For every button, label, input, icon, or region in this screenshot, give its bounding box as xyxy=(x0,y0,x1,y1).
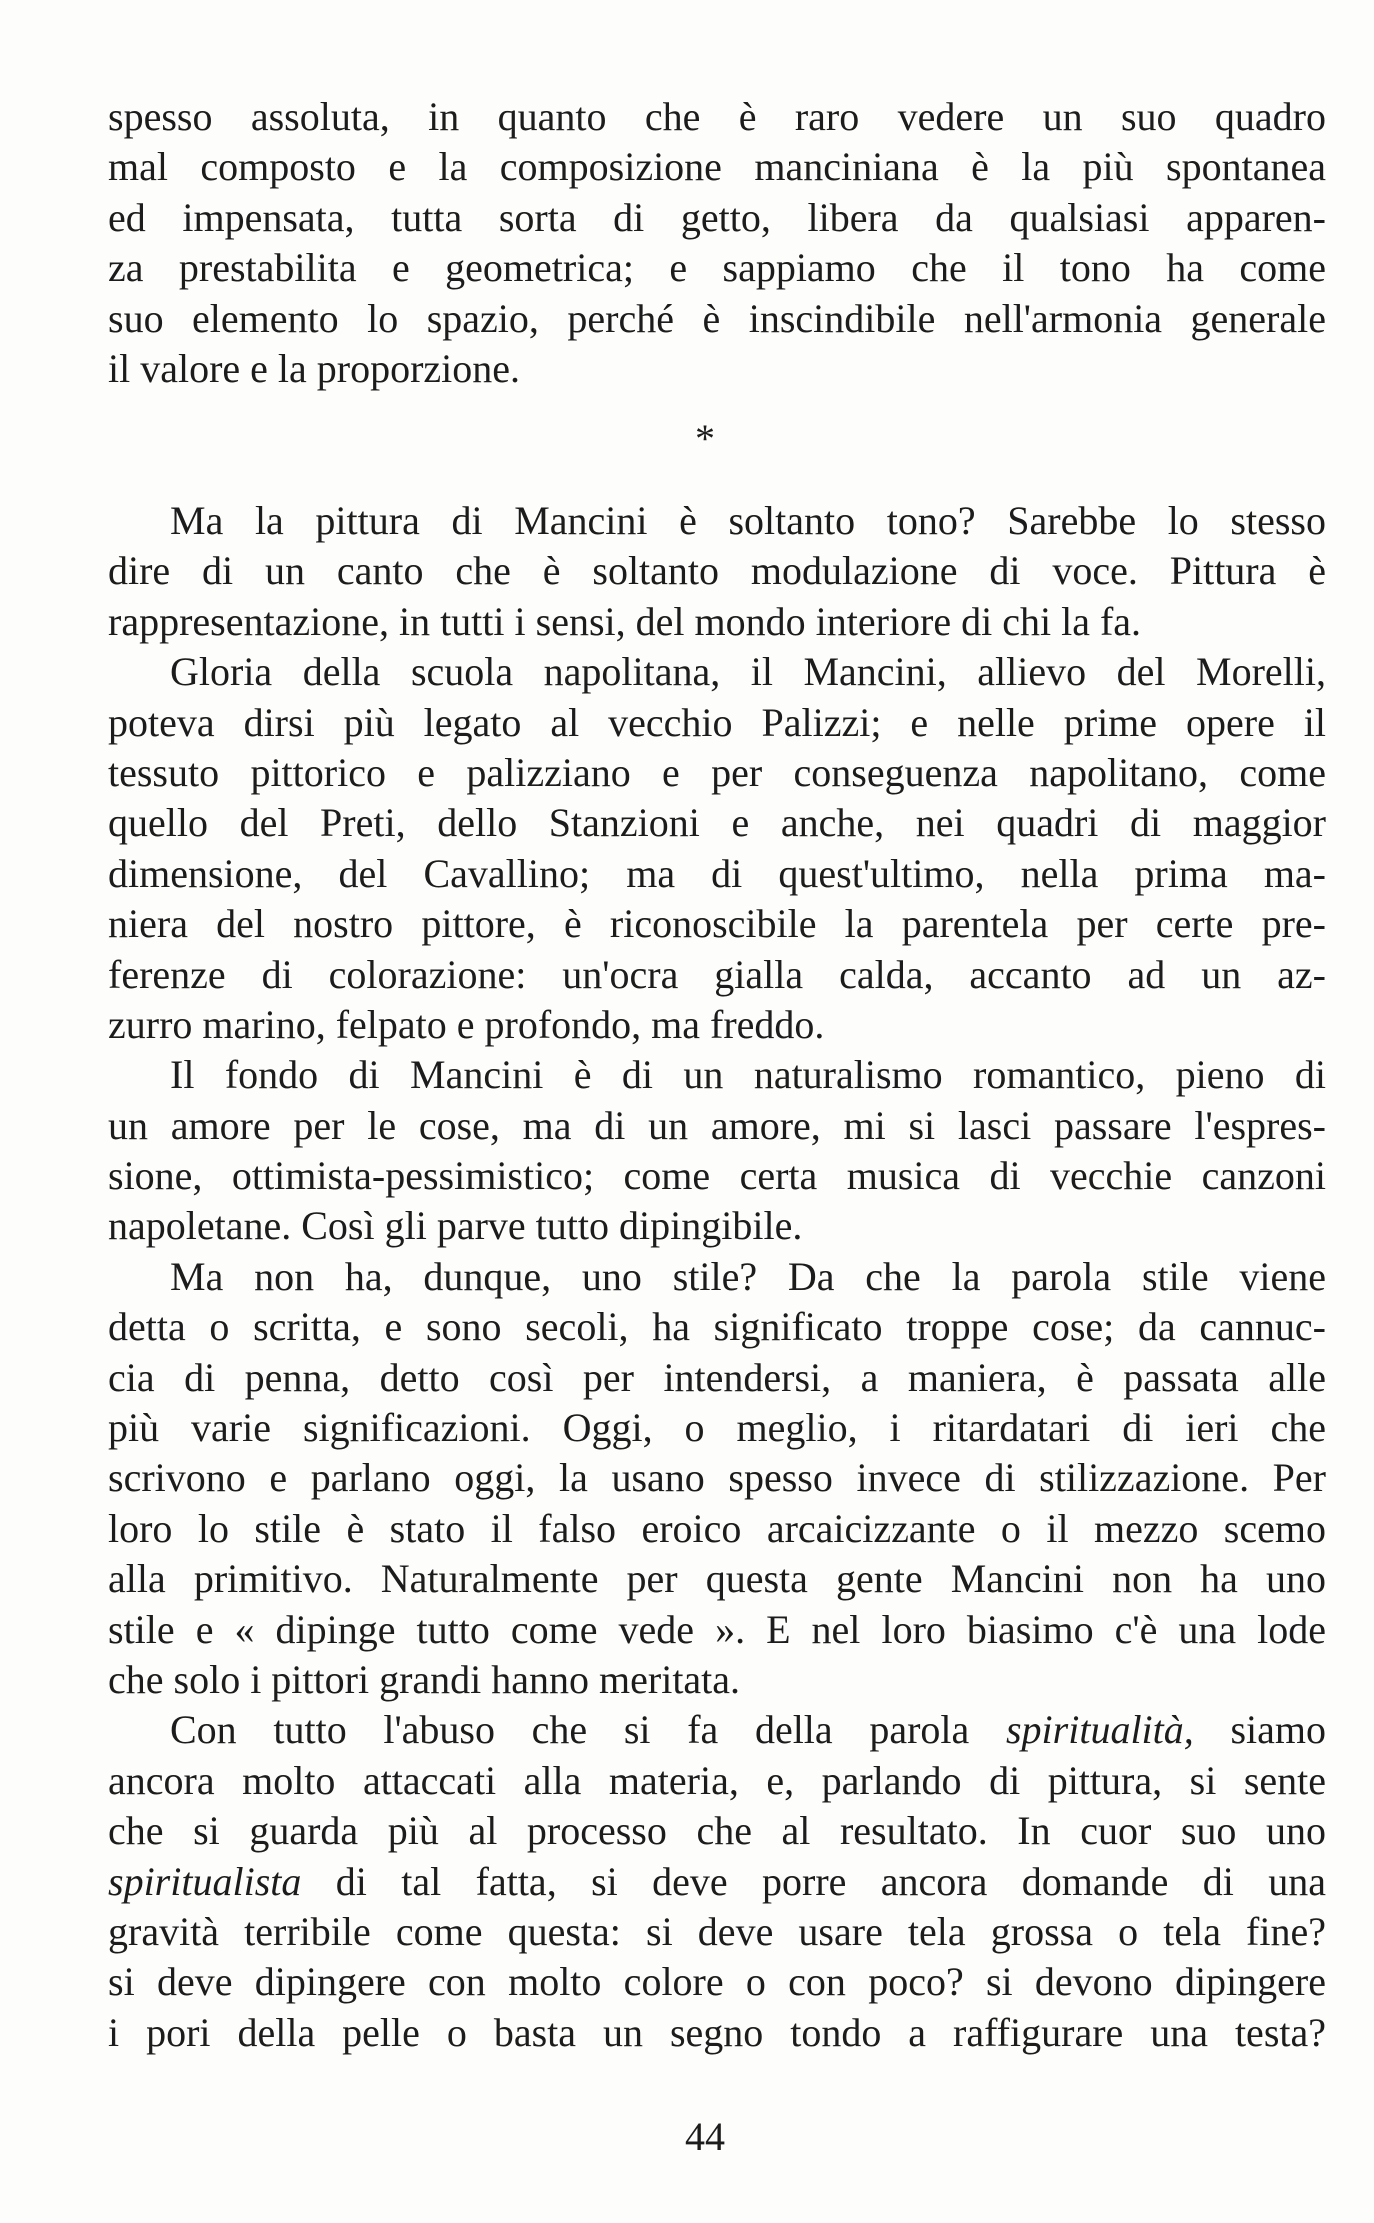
text-line: detta o scritta, e sono secoli, ha significato troppe cose; da cannuc- xyxy=(108,1304,1326,1350)
text-line: i pori della pelle o basta un segno tondo a raffigurare una testa? xyxy=(108,2009,1326,2055)
text-line: sione, ottimista-pessimistico; come certa musica di vecchie canzoni xyxy=(108,1153,1326,1199)
text-run: di tal fatta, si deve porre ancora domande di una xyxy=(335,1858,1326,1904)
section-mancini-style xyxy=(108,496,1326,2058)
text-line: spesso assoluta, in quanto che è raro vedere un suo quadro xyxy=(108,94,1326,139)
text-line: ancora molto attaccati alla materia, e, parlando di pittura, si sente xyxy=(108,1757,1326,1803)
text-line: suo elemento lo spazio, perché è inscindibile nell'armonia generale xyxy=(108,295,1326,341)
text-line: il valore e la proporzione. xyxy=(108,345,521,391)
text-line: ed impensata, tutta sorta di getto, libera da qualsiasi apparen- xyxy=(108,194,1326,240)
text-run: siamo xyxy=(1230,1707,1326,1753)
text-line: alla primitivo. Naturalmente per questa gente Mancini non ha uno xyxy=(108,1556,1326,1602)
text-line: si deve dipingere con molto colore o con poco? si devono dipingere xyxy=(108,1959,1326,2005)
text-line: za prestabilita e geometrica; e sappiamo che il tono ha come xyxy=(108,245,1326,291)
text-line xyxy=(108,1857,1326,1907)
text-line: napoletane. Così gli parve tutto dipingibile. xyxy=(108,1203,803,1249)
text-line: che solo i pittori grandi hanno meritata. xyxy=(108,1656,741,1702)
text-line: ferenze di colorazione: un'ocra gialla calda, accanto ad un az- xyxy=(108,951,1326,997)
text-line: cia di penna, detto così per intendersi, a maniera, è passata alle xyxy=(108,1354,1326,1400)
text-line: zurro marino, felpato e profondo, ma freddo. xyxy=(108,1001,825,1047)
text-line: tessuto pittorico e palizziano e per conseguenza napolitano, come xyxy=(108,749,1326,795)
text-line: quello del Preti, dello Stanzioni e anche, nei quadri di maggior xyxy=(108,800,1326,846)
text-line: che si guarda più al processo che al resultato. In cuor suo uno xyxy=(108,1808,1326,1854)
text-run: Con tutto l'abuso che si fa della parola xyxy=(170,1707,970,1753)
text-line: mal composto e la composizione manciniana è la più spontanea xyxy=(108,144,1326,190)
text-line: poteva dirsi più legato al vecchio Palizzi; e nelle prime opere il xyxy=(108,699,1326,745)
text-line xyxy=(108,1705,1326,1755)
text-line: Ma non ha, dunque, uno stile? Da che la parola stile viene xyxy=(170,1253,1326,1299)
text-line: loro lo stile è stato il falso eroico arcaicizzante o il mezzo scemo xyxy=(108,1505,1326,1551)
text-line: un amore per le cose, ma di un amore, mi si lasci passare l'espres- xyxy=(108,1102,1326,1148)
page-number: 44 xyxy=(685,2114,725,2159)
italic-term-spiritualita: spiritualità, xyxy=(1005,1707,1194,1753)
text-line: scrivono e parlano oggi, la usano spesso invece di stilizzazione. Per xyxy=(108,1455,1326,1501)
text-line: più varie significazioni. Oggi, o meglio, i ritardatari di ieri che xyxy=(108,1405,1326,1451)
text-line: gravità terribile come questa: si deve usare tela grossa o tela fine? xyxy=(108,1908,1326,1954)
text-line: Ma la pittura di Mancini è soltanto tono? Sarebbe lo stesso xyxy=(170,498,1326,543)
italic-term-spiritualista: spiritualista xyxy=(108,1858,302,1904)
text-line: dire di un canto che è soltanto modulazione di voce. Pittura è xyxy=(108,548,1326,594)
text-line: rappresentazione, in tutti i sensi, del mondo interiore di chi la fa. xyxy=(108,598,1142,644)
text-line: niera del nostro pittore, è riconoscibile la parentela per certe pre- xyxy=(108,901,1326,947)
paragraph-tone-space xyxy=(108,92,1326,394)
text-line: Gloria della scuola napolitana, il Mancini, allievo del Morelli, xyxy=(170,649,1326,695)
text-line: Il fondo di Mancini è di un naturalismo romantico, pieno di xyxy=(170,1052,1326,1098)
section-separator-asterisk: * xyxy=(695,416,715,461)
text-line: stile e « dipinge tutto come vede ». E nel loro biasimo c'è una lode xyxy=(108,1606,1326,1652)
text-line: dimensione, del Cavallino; ma di quest'ultimo, nella prima ma- xyxy=(108,850,1326,896)
